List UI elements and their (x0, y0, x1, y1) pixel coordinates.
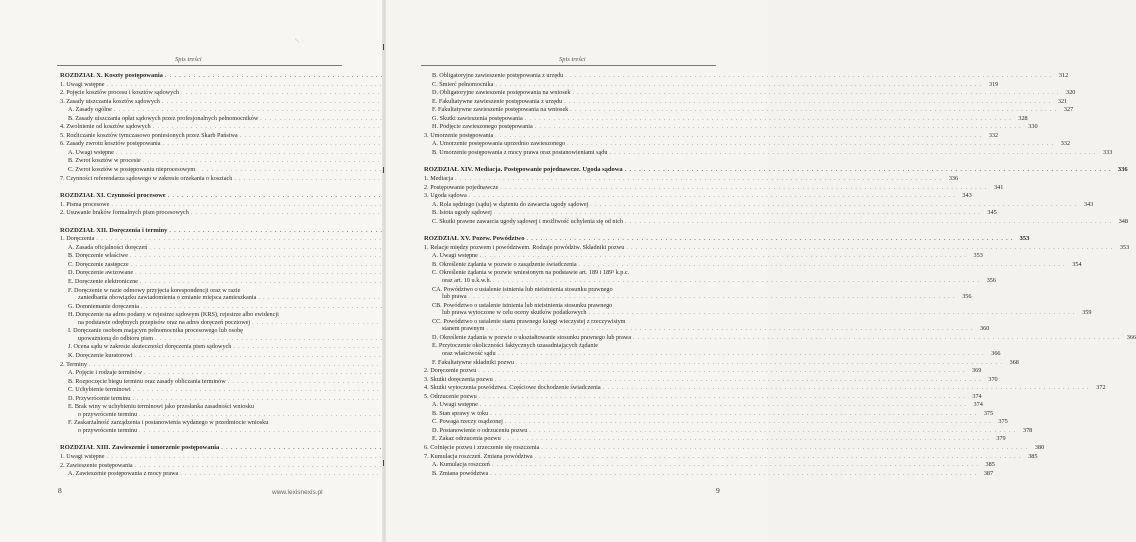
toc-entry (424, 318, 716, 326)
toc-entry (424, 277, 996, 286)
entry-title: 6. Cofnięcie pozwu i zrzeczenie się roszczenia (424, 443, 540, 451)
entry-page: 312 (1058, 72, 1069, 79)
toc-entry (424, 302, 716, 310)
entry-title: 2. Doręczenie pozwu (424, 367, 477, 375)
entry-title: oraz właściwość sądu (442, 349, 496, 357)
leader-dots (590, 202, 1077, 210)
toc-entry (424, 309, 1092, 318)
toc-entry (424, 148, 1113, 158)
toc-entry (60, 319, 342, 328)
entry-title: A. Zasada oficjalności doręczeń (68, 243, 148, 251)
toc-entry (424, 175, 959, 184)
right-page (384, 0, 1136, 542)
entry-title: stanem prawnym (442, 325, 485, 333)
entry-title: 2. Pojęcie kosztów procesu i kosztów sądowych (60, 89, 180, 97)
toc-entry (424, 243, 1130, 253)
entry-title: F. Fakultatywne składniki pozwu (432, 358, 514, 366)
entry-title: o przywrócenie terminu (78, 410, 138, 418)
entry-page: 379 (996, 435, 1006, 443)
entry-page: 372 (1096, 384, 1106, 392)
entry-page: 356 (962, 293, 972, 301)
entry-page: 354 (1072, 260, 1082, 268)
leader-dots (498, 351, 985, 359)
leader-dots (469, 193, 956, 201)
leader-dots (495, 133, 982, 141)
entry-title: 5. Rozliczanie kosztów tymczasowo poniesionych przez Skarb Państwa (60, 131, 238, 139)
toc-entry (424, 469, 994, 479)
entry-title: 2. Postępowanie pojednawcze (424, 183, 499, 191)
entry-page: 374 (972, 392, 982, 400)
toc-entry (60, 261, 342, 270)
entry-page: 341 (994, 183, 1004, 191)
toc-entry (60, 252, 342, 261)
leader-dots (493, 278, 980, 286)
entry-title: 3. Umorzenie postępowania (424, 131, 494, 139)
entry-title: A. Uwagi wstępne (432, 401, 478, 409)
toc-entry (60, 294, 342, 303)
entry-title: 3. Ugoda sądowa (424, 192, 467, 200)
entry-page: 327 (1063, 106, 1074, 114)
toc-entry (60, 361, 342, 370)
entry-page: 375 (983, 409, 994, 417)
toc-entry (60, 403, 342, 411)
leader-dots (565, 73, 1052, 81)
entry-page: 366 (1126, 333, 1136, 341)
entry-title: F. Fakultatywne zawieszenie postępowania na wniosek (432, 106, 569, 114)
entry-page: 374 (973, 401, 983, 409)
table-of-contents (60, 72, 342, 479)
entry-title: A. Zasady ogólne (68, 106, 112, 114)
toc-entry (424, 260, 1082, 270)
entry-page: 359 (1082, 309, 1092, 317)
entry-title: D. Określenie żądania w pozwie o ukształtowanie stosunku prawnego lub prawa (432, 333, 632, 341)
page-number: 8 (58, 486, 62, 495)
entry-title: F. Zaskarżalność zarządzenia i postanowienia wydanego w przedmiocie wniosku (68, 419, 269, 427)
entry-page: 336 (1117, 166, 1128, 174)
entry-title: lub prawa (442, 293, 467, 301)
entry-title: K. Doręczenie kuratorowi (68, 351, 133, 359)
entry-page: 385 (985, 461, 995, 469)
entry-page: 333 (1103, 148, 1113, 156)
toc-entry (424, 80, 999, 90)
toc-entry (60, 386, 342, 395)
toc-entry (60, 427, 342, 436)
leader-dots (505, 419, 992, 427)
toc-entry (424, 392, 982, 402)
entry-title: B. Zwrot kosztów w procesie (68, 157, 141, 165)
entry-title: 3. Skutki doręczenia pozwu (424, 375, 493, 383)
leader-dots (503, 436, 990, 444)
entry-page: 321 (1057, 97, 1068, 105)
entry-page: 332 (1060, 140, 1071, 148)
toc-entry (60, 369, 342, 378)
toc-entry (424, 426, 1033, 436)
leader-dots (535, 454, 1022, 462)
entry-page: 343 (1083, 200, 1094, 208)
toc-entry (424, 325, 990, 334)
entry-title: B. Zmiana powództwa (432, 469, 489, 477)
header-rule (421, 65, 716, 66)
toc-entry (60, 311, 342, 319)
entry-page: 370 (988, 375, 998, 383)
toc-entry (424, 286, 716, 294)
entry-title: 1. Uwagi wstępne (60, 80, 105, 88)
entry-title: A. Pojęcie i rodzaje terminów (68, 369, 143, 377)
toc-entry (424, 252, 983, 261)
entry-title: B. Stan sprawy w toku (432, 409, 489, 417)
entry-title: ROZDZIAŁ XIII. Zawieszenie i umorzenie postępowania (60, 444, 220, 452)
leader-dots (570, 107, 1057, 115)
toc-entry (424, 342, 716, 350)
toc-entry (424, 293, 972, 302)
leader-dots (495, 82, 982, 90)
leader-dots (494, 210, 981, 218)
entry-title: C. Doręczenie zastępcze (68, 260, 129, 268)
toc-entry (60, 335, 342, 344)
entry-title: CC. Powództwo o ustalenie stanu prawnego księgi wieczystej z rzeczywistym (432, 317, 626, 325)
toc-entry (424, 114, 1028, 124)
entry-title: C. Określenie żądania w pozwie wniesionym na podstawie art. 189 i 189¹ k.p.c. (432, 269, 630, 277)
entry-title: zaniedbania obowiązku zawiadomienia o zmianie miejsca zamieszkania (78, 294, 257, 302)
toc-entry (424, 401, 983, 410)
leader-dots (541, 445, 1028, 453)
entry-page: 353 (1019, 235, 1030, 243)
publisher-url: www.lexisnexis.pl (272, 489, 323, 496)
leader-dots (633, 335, 1120, 343)
entry-title: I. Doręczanie osobom mającym pełnomocnika procesowego lub osobę (68, 327, 243, 335)
entry-title: B. Doręczenie właściwe (68, 252, 128, 260)
entry-title: 2. Zawieszenie postępowania (60, 461, 133, 469)
entry-title: 6. Zasady zwrotu kosztów postępowania (60, 140, 161, 148)
entry-title: C. Skutki prawne zawarcia ugody sądowej i możliwość uchylenia się od nich (432, 217, 624, 225)
chapter-entry (60, 192, 342, 201)
entry-title: 1. Pisma procesowe (60, 200, 110, 208)
entry-title: J. Ocena sądu w zakresie skuteczności doręczenia pism sądowych (68, 343, 232, 351)
entry-title: oraz art. 10 u.k.w.h. (442, 277, 492, 285)
leader-dots (500, 185, 987, 193)
entry-title: B. Istota ugody sądowej (432, 209, 492, 217)
chapter-entry (60, 227, 342, 236)
toc-entry (424, 384, 1106, 393)
entry-title: A. Rola sędziego (sądu) w dążeniu do zawarcia ugody sądowej (432, 200, 589, 208)
leader-dots (625, 167, 1112, 175)
leader-dots (526, 236, 1013, 244)
entry-page: 375 (998, 418, 1008, 426)
entry-title: upoważnioną do odbioru pism (78, 334, 154, 342)
toc-entry (424, 217, 1128, 227)
entry-title: ROZDZIAŁ X. Koszty postępowania (60, 72, 163, 79)
chapter-entry (424, 235, 1030, 244)
entry-page: 356 (986, 277, 996, 285)
entry-page: 369 (972, 367, 982, 375)
entry-title: ROZDZIAŁ XI. Czynności procesowe (60, 192, 166, 200)
entry-title: E. Brak winy w uchybieniu terminowi jako przesłanka zasadności wniosku (68, 403, 254, 411)
toc-entry (60, 395, 342, 404)
leader-dots (455, 176, 942, 184)
toc-entry (424, 409, 994, 419)
leader-dots (516, 360, 1003, 368)
table-of-contents (424, 72, 1136, 478)
leader-dots (495, 377, 982, 385)
chapter-entry (60, 72, 342, 81)
toc-entry (60, 453, 342, 462)
left-page (0, 0, 384, 542)
entry-title: E. Zakaz odrzucenia pozwu (432, 435, 501, 443)
toc-entry (60, 106, 342, 115)
gutter-mark (383, 460, 384, 466)
entry-title: lub prawa wytoczone w celu oceny skutków podatkowych (442, 309, 587, 317)
entry-title: B. Zasady uiszczania opłat sądowych przez profesjonalnych pełnomocników (68, 114, 259, 122)
toc-entry (60, 419, 342, 427)
toc-entry (60, 378, 342, 387)
leader-dots (564, 99, 1051, 107)
leader-dots (626, 245, 1113, 253)
entry-title: CB. Powództwo o ustalenie istnienia lub nieistnienia stosunku prawnego (432, 301, 613, 309)
entry-title: B. Określenie żądania w pozwie o zasądzenie świadczenia (432, 260, 577, 268)
entry-page: 345 (987, 209, 997, 217)
page-number: 9 (716, 486, 720, 495)
entry-page: 330 (1028, 123, 1038, 131)
running-head: Spis treści (559, 56, 586, 63)
entry-page: 378 (1022, 426, 1033, 434)
entry-title: A. Umorzenie postępowania uprzednio zawieszonego (432, 140, 566, 148)
leader-dots (573, 90, 1060, 98)
toc-entry (424, 97, 1068, 107)
toc-entry (60, 343, 342, 352)
entry-title: 2. Usuwanie braków formalnych pism procesowych (60, 209, 189, 217)
toc-entry (424, 443, 1045, 453)
toc-entry (424, 123, 1038, 132)
entry-page: 366 (991, 349, 1001, 357)
toc-entry (424, 72, 1069, 81)
entry-title: ROZDZIAŁ XV. Pozew. Powództwo (424, 235, 525, 243)
toc-entry (60, 278, 342, 287)
toc-entry (60, 201, 342, 210)
toc-entry (60, 115, 342, 124)
toc-entry (60, 411, 342, 420)
toc-entry (60, 149, 342, 158)
gutter-mark (383, 44, 384, 50)
toc-entry (424, 461, 995, 470)
toc-entry (60, 327, 342, 335)
header-rule (57, 65, 342, 66)
entry-title: E. Doręczenie elektroniczne (68, 278, 138, 286)
leader-dots (478, 368, 965, 376)
running-head: Spis treści (175, 56, 202, 63)
entry-title: B. Rozpoczęcie biegu terminu oraz zasady obliczania terminów (68, 377, 226, 385)
toc-entry (60, 235, 342, 244)
leader-dots (609, 150, 1096, 158)
toc-entry (60, 269, 342, 278)
toc-entry (424, 209, 997, 218)
entry-title: 1. Doręczenia (60, 235, 95, 243)
toc-entry (60, 81, 342, 90)
leader-dots (579, 262, 1066, 270)
leader-dots (492, 462, 979, 470)
toc-entry (424, 375, 998, 385)
entry-title: G. Domniemanie doręczenia (68, 302, 139, 310)
entry-title: 2. Terminy (60, 360, 87, 368)
toc-entry (424, 106, 1074, 115)
toc-entry (424, 131, 999, 141)
entry-page: 353 (973, 252, 983, 260)
entry-page: 332 (988, 131, 999, 139)
entry-page: 368 (1009, 358, 1019, 366)
entry-page: 387 (983, 469, 994, 477)
entry-page: 385 (1028, 452, 1038, 460)
leader-dots (479, 394, 966, 402)
entry-title: 7. Czynności referendarza sądowego w zakresie orzekania o kosztach (60, 174, 233, 182)
chapter-entry (424, 166, 1128, 175)
toc-entry (424, 269, 716, 277)
entry-title: F. Doręczenie w razie odmowy przyjęcia korespondencji oraz w razie (68, 286, 241, 294)
entry-page: 380 (1034, 443, 1045, 451)
entry-title: C. Uchybienie terminowi (68, 386, 131, 394)
leader-dots (603, 385, 1090, 393)
entry-title: A. Uwagi wstępne (432, 252, 478, 260)
entry-title: C. Powaga rzeczy osądzonej (432, 418, 503, 426)
entry-title: H. Podjęcie zawieszonego postępowania (432, 123, 533, 131)
entry-title: ROZDZIAŁ XII. Doręczenia i terminy (60, 226, 168, 234)
toc-entry (424, 358, 1019, 368)
toc-entry (60, 287, 342, 295)
toc-entry (424, 435, 1006, 444)
toc-entry (424, 200, 1094, 210)
entry-title: 1. Mediacja (424, 175, 454, 183)
entry-page: 320 (1066, 89, 1076, 97)
entry-title: D. Doręczenie awizowane (68, 269, 134, 277)
toc-entry (60, 140, 342, 149)
leader-dots (625, 219, 1112, 227)
entry-title: 5. Odrzucenie pozwu (424, 392, 477, 400)
entry-title: 3. Zasady uiszczania kosztów sądowych (60, 97, 160, 105)
entry-page: 353 (1119, 243, 1130, 251)
toc-entry (424, 349, 1001, 359)
toc-entry (424, 183, 1004, 193)
leader-dots (589, 310, 1076, 318)
entry-page: 360 (980, 325, 990, 333)
entry-title: D. Obligatoryjne zawieszenie postępowania na wniosek (432, 89, 571, 97)
toc-entry (424, 333, 1136, 343)
leader-dots (490, 471, 977, 479)
entry-page: 319 (988, 80, 999, 88)
entry-page: 328 (1018, 114, 1028, 122)
entry-page: 343 (962, 192, 972, 200)
leader-dots (490, 411, 977, 419)
toc-entry (60, 89, 342, 98)
entry-title: 4. Skutki wytoczenia powództwa. Częściowe dochodzenie świadczenia (424, 384, 601, 392)
gutter-mark (383, 167, 384, 173)
leader-dots (480, 253, 967, 261)
toc-entry (60, 352, 342, 361)
chapter-entry (60, 444, 342, 453)
entry-title: G. Skutki zawieszenia postępowania (432, 114, 523, 122)
entry-title: D. Postanowienie o odrzuceniu pozwu (432, 426, 528, 434)
toc-entry (424, 367, 982, 376)
entry-title: E. Przytoczenie okoliczności faktycznych uzasadniających żądanie (432, 342, 598, 350)
entry-title: A. Uwagi wstępne (68, 148, 114, 156)
entry-title: na podstawie odrębnych przepisów oraz na adres doręczeń pocztowej (78, 318, 251, 326)
leader-dots (486, 326, 973, 334)
leader-dots (480, 402, 967, 410)
toc-entry (60, 175, 342, 184)
toc-entry (424, 140, 1071, 149)
leader-dots (529, 428, 1016, 436)
toc-entry (60, 157, 342, 166)
toc-entry (60, 303, 342, 312)
entry-page: 336 (948, 175, 959, 183)
toc-entry (60, 166, 342, 175)
leader-dots (567, 141, 1054, 149)
toc-entry (424, 192, 972, 201)
leader-dots (535, 124, 1022, 132)
entry-title: 1. Relacje między pozwem i powództwem. Rodzaje powództw. Składniki pozwu (424, 243, 625, 251)
entry-title: CA. Powództwo o ustalenie istnienia lub nieistnienia stosunku prawnego (432, 285, 613, 293)
leader-dots (469, 294, 956, 302)
toc-entry (60, 98, 342, 107)
pencil-mark: \ (293, 36, 301, 45)
toc-entry (60, 123, 342, 132)
entry-title: A. Zawieszenie postępowania z mocy prawa (68, 470, 179, 478)
entry-title: 4. Zwolnienie od kosztów sądowych (60, 123, 151, 131)
entry-title: A. Kumulacja roszczeń (432, 461, 490, 469)
entry-title: E. Fakultatywne zawieszenie postępowania z urzędu (432, 97, 563, 105)
toc-entry (424, 452, 1038, 462)
entry-title: D. Przywrócenie terminu (68, 394, 131, 402)
toc-entry (60, 244, 342, 253)
entry-title: ROZDZIAŁ XIV. Mediacja. Postępowanie pojednawcze. Ugoda sądowa (424, 166, 623, 174)
toc-entry (60, 209, 342, 218)
toc-entry (424, 89, 1076, 98)
entry-title: 7. Kumulacja roszczeń. Zmiana powództwa (424, 452, 533, 460)
toc-entry (424, 418, 1008, 427)
leader-dots (525, 116, 1012, 124)
entry-title: o przywrócenie terminu (78, 426, 138, 434)
entry-title: B. Umorzenie postępowania z mocy prawa oraz postanowieniami sądu (432, 148, 608, 156)
entry-title: C. Śmierć pełnomocnika (432, 80, 494, 88)
entry-title: B. Obligatoryjne zawieszenie postępowania z urzędu (432, 72, 564, 79)
toc-entry (60, 132, 342, 141)
toc-entry (60, 462, 342, 471)
entry-title: H. Doręczenie na adres podany w rejestrze sądowym (KRS), rejestrze albo ewidencji (68, 311, 279, 319)
entry-title: 1. Uwagi wstępne (60, 452, 105, 460)
entry-title: C. Zwrot kosztów w postępowaniu nieprocesowym (68, 166, 196, 174)
entry-page: 348 (1118, 217, 1128, 225)
toc-entry (60, 470, 342, 479)
